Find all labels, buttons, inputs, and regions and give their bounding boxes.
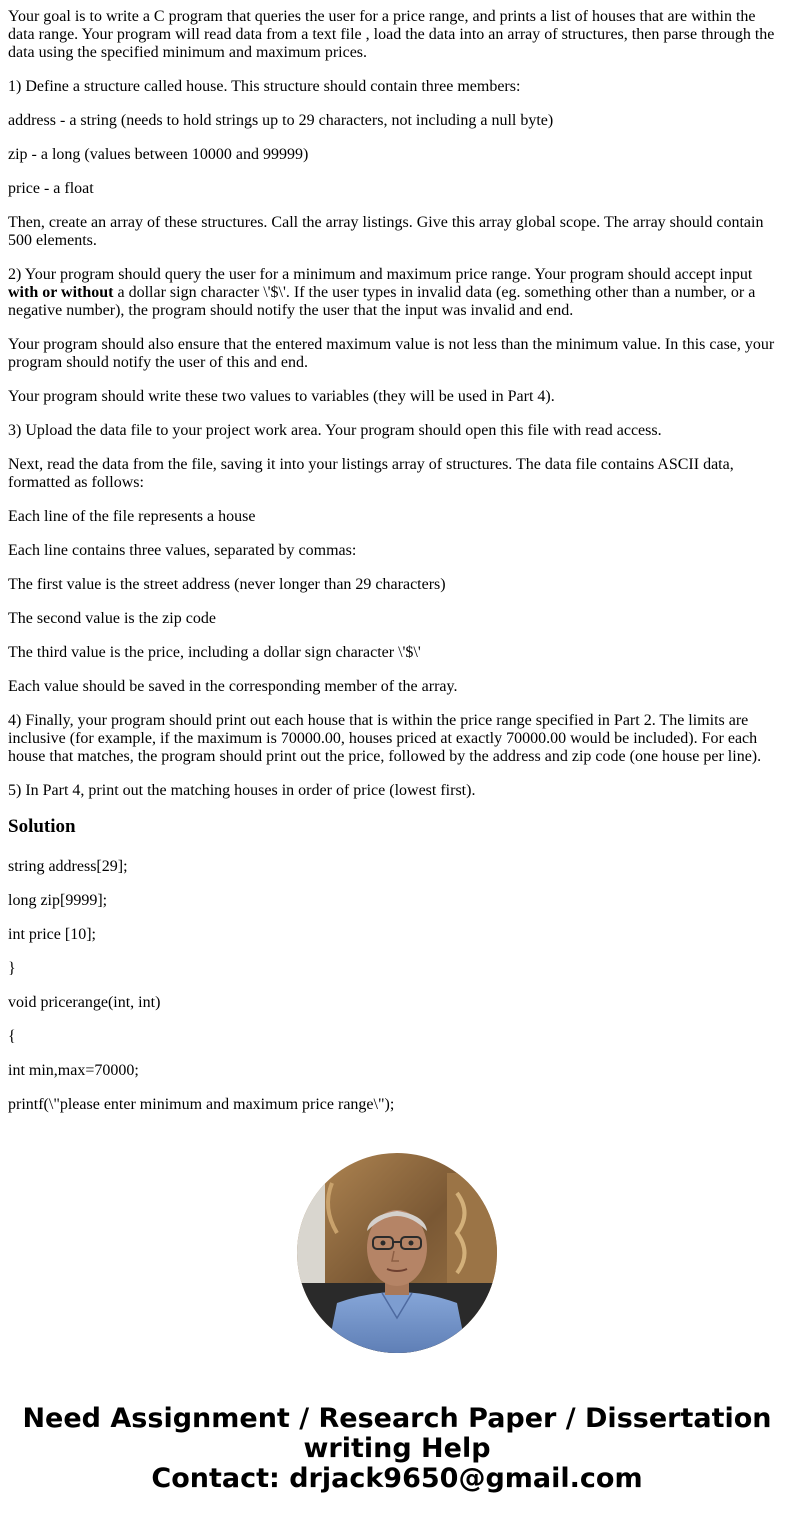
- store-variables: Your program should write these two values to variables (they will be used in Part 4).: [8, 388, 555, 405]
- problem-part-2: [8, 266, 786, 320]
- avatar-portrait-icon: [297, 1153, 497, 1353]
- solution-line: }: [8, 960, 16, 977]
- member-price: price - a float: [8, 180, 94, 197]
- problem-part-1: 1) Define a structure called house. This structure should contain three members:: [8, 78, 521, 95]
- problem-part-3: 3) Upload the data file to your project work area. Your program should open this file with read access.: [8, 422, 662, 439]
- max-min-check: Your program should also ensure that the entered maximum value is not less than the minimum value. In this case, your program should notify the user of this and end.: [8, 336, 775, 371]
- footer-contact: Contact: drjack9650@gmail.com: [151, 1463, 643, 1494]
- format-line-2: Each line contains three values, separated by commas:: [8, 542, 357, 559]
- footer-line-1: Need Assignment / Research Paper / Dissertation: [22, 1403, 772, 1434]
- read-data-instructions: Next, read the data from the file, saving it into your listings array of structures. The data file contains ASCII data, formatted as follows:: [8, 456, 734, 491]
- solution-heading: Solution: [8, 816, 76, 837]
- part-2-emphasis: with or without: [8, 284, 114, 301]
- solution-line: long zip[9999];: [8, 892, 108, 909]
- solution-line: {: [8, 1028, 16, 1045]
- footer-banner: [0, 1404, 794, 1494]
- format-line-6: Each value should be saved in the corresponding member of the array.: [8, 678, 458, 695]
- problem-intro: Your goal is to write a C program that queries the user for a price range, and prints a list of houses that are within the data range. Your program will read data from a text file , load the data into an array of structures, then parse through the data using the specified minimum and maximum prices.: [8, 8, 775, 61]
- problem-part-4: 4) Finally, your program should print out each house that is within the price range specified in Part 2. The limits are inclusive (for example, if the maximum is 70000.00, houses priced at exactly 70000.00 would be included). For each house that matches, the program should print out the price, followed by the address and zip code (one house per line).: [8, 712, 762, 765]
- document-body: [8, 8, 786, 1130]
- solution-line: void pricerange(int, int): [8, 994, 161, 1011]
- format-line-3: The first value is the street address (never longer than 29 characters): [8, 576, 446, 593]
- author-avatar: [297, 1153, 497, 1353]
- part-2-text-b: a dollar sign character \'$\'. If the user types in invalid data (eg. something other than a number, or a negative number), the program should notify the user that the input was invalid and end.: [8, 284, 756, 319]
- solution-line: printf(\"please enter minimum and maximum price range\");: [8, 1096, 395, 1113]
- solution-line: int price [10];: [8, 926, 96, 943]
- problem-part-5: 5) In Part 4, print out the matching houses in order of price (lowest first).: [8, 782, 476, 799]
- member-address: address - a string (needs to hold strings up to 29 characters, not including a null byte): [8, 112, 554, 129]
- format-line-4: The second value is the zip code: [8, 610, 216, 627]
- solution-line: string address[29];: [8, 858, 128, 875]
- footer-line-2: writing Help: [303, 1433, 491, 1464]
- format-line-5: The third value is the price, including a dollar sign character \'$\': [8, 644, 421, 661]
- member-zip: zip - a long (values between 10000 and 99999): [8, 146, 309, 163]
- part-2-text-a: 2) Your program should query the user for a minimum and maximum price range. Your program should accept input: [8, 266, 753, 283]
- solution-line: int min,max=70000;: [8, 1062, 139, 1079]
- array-instructions: Then, create an array of these structures. Call the array listings. Give this array global scope. The array should contain 500 elements.: [8, 214, 764, 249]
- format-line-1: Each line of the file represents a house: [8, 508, 256, 525]
